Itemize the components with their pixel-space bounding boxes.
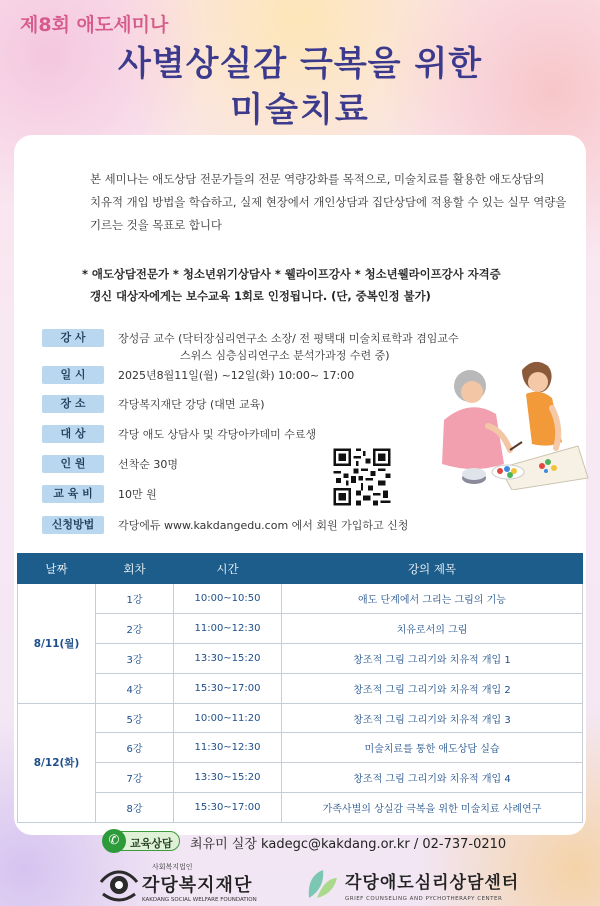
table-row [18,673,583,703]
foundation-emblem-icon [98,868,140,902]
time-cell: 11:30~12:30 [174,733,282,763]
lecture-title-cell: 가족사별의 상실감 극복을 위한 미술치료 사례연구 [282,793,583,823]
apply-value[interactable]: 각당에듀 www.kakdangedu.com 에서 회원 가입하고 신청 [118,519,409,532]
session-cell: 1강 [96,584,174,614]
table-row [18,733,583,763]
certification-line1: * 애도상담전문가 * 청소년위기상담사 * 웰라이프강사 * 청소년웰라이프강사 자격증 [82,267,501,281]
fee-value: 10만 원 [118,488,157,501]
footer [0,860,600,906]
schedule-table [17,553,583,823]
session-cell: 5강 [96,703,174,733]
session-cell: 6강 [96,733,174,763]
header-time: 시간 [174,554,282,584]
lecture-title-cell: 치유로서의 그림 [282,613,583,643]
time-cell: 10:00~10:50 [174,584,282,614]
session-cell: 2강 [96,613,174,643]
table-row [18,763,583,793]
foundation-type: 사회복지법인 [152,863,193,871]
time-cell: 11:00~12:30 [174,613,282,643]
center-name-en: GRIEF COUNSELING AND PYCHOTHERAPY CENTER [345,896,503,902]
lecture-title-cell: 미술치료를 통한 애도상담 실습 [282,733,583,763]
table-row [18,613,583,643]
foundation-name: 각당복지재단 [142,875,253,896]
header-date: 날짜 [18,554,96,584]
intro-line: 본 세미나는 애도상담 전문가들의 전문 역량강화를 목적으로, 미술치료를 활용한 애도상담의 [90,172,545,186]
intro-line: 기르는 것을 목표로 합니다 [90,218,222,232]
fee-label: 교 육 비 [42,485,104,503]
table-row [18,793,583,823]
date-label: 일 시 [42,366,104,384]
table-header-row [18,554,583,584]
center-name: 각당애도심리상담센터 [345,873,520,893]
lecture-title-cell: 창조적 그림 그리기와 치유적 개입 2 [282,673,583,703]
page-title-line2: 미술치료 [230,90,370,130]
table-row [18,584,583,614]
capacity-label: 인 원 [42,455,104,473]
lecturer-value: 장성금 교수 (닥터장심리연구소 소장/ 전 평택대 미술치료학과 겸임교수 [118,332,459,345]
time-cell: 15:30~17:00 [174,673,282,703]
art-therapy-illustration-icon [430,350,590,490]
session-cell: 8강 [96,793,174,823]
org-logo-grief-center [305,864,550,906]
lecturer-label: 강 사 [42,329,104,347]
certification-line2: 갱신 대상자에게는 보수교육 1회로 인정됩니다. (단, 중복인정 불가) [90,289,431,303]
header [0,0,600,135]
certification-note [82,263,552,307]
table-row [18,703,583,733]
org-logo-kakdang-foundation [98,862,298,906]
contact-badge-label: 교육상담 [130,837,173,850]
place-label: 장 소 [42,395,104,413]
target-label: 대 상 [42,425,104,443]
phone-icon: ✆ [102,829,126,853]
contact-badge [104,831,180,851]
session-cell: 7강 [96,763,174,793]
table-row [18,643,583,673]
foundation-name-en: KAKDANG SOCIAL WELFARE FOUNDATION [142,897,257,903]
lecturer-value-cont: 스위스 심층심리연구소 분석가과정 수련 중) [180,349,390,362]
center-leaf-icon [305,868,339,900]
intro-line: 치유적 개입 방법을 학습하고, 실제 현장에서 개인상담과 집단상담에 적용할 수 있는 실무 역량을 [90,195,567,209]
date-value: 2025년8월11일(월) ~12일(화) 10:00~ 17:00 [118,369,355,382]
capacity-value: 선착순 30명 [118,458,178,471]
intro-paragraph [90,168,567,237]
edition-label: 제8회 애도세미나 [20,14,169,36]
time-cell: 13:30~15:20 [174,763,282,793]
lecture-title-cell: 창조적 그림 그리기와 치유적 개입 1 [282,643,583,673]
lecture-title-cell: 애도 단계에서 그리는 그림의 기능 [282,584,583,614]
page-title-line1: 사별상실감 극복을 위한 [117,44,483,84]
header-title: 강의 제목 [282,554,583,584]
contact-bar [0,830,600,856]
session-cell: 3강 [96,643,174,673]
header-session: 회차 [96,554,174,584]
time-cell: 10:00~11:20 [174,703,282,733]
apply-label: 신청방법 [42,516,104,534]
session-cell: 4강 [96,673,174,703]
day1-date: 8/11(월) [18,584,96,704]
lecture-title-cell: 창조적 그림 그리기와 치유적 개입 3 [282,703,583,733]
lecture-title-cell: 창조적 그림 그리기와 치유적 개입 4 [282,763,583,793]
day2-date: 8/12(화) [18,703,96,823]
contact-info[interactable]: 최유미 실장 kadegc@kakdang.or.kr / 02-737-0210 [190,837,507,852]
time-cell: 13:30~15:20 [174,643,282,673]
time-cell: 15:30~17:00 [174,793,282,823]
qr-code-icon[interactable] [331,446,393,508]
target-value: 각당 애도 상담사 및 각당아카데미 수료생 [118,428,317,441]
place-value: 각당복지재단 강당 (대면 교육) [118,398,265,411]
